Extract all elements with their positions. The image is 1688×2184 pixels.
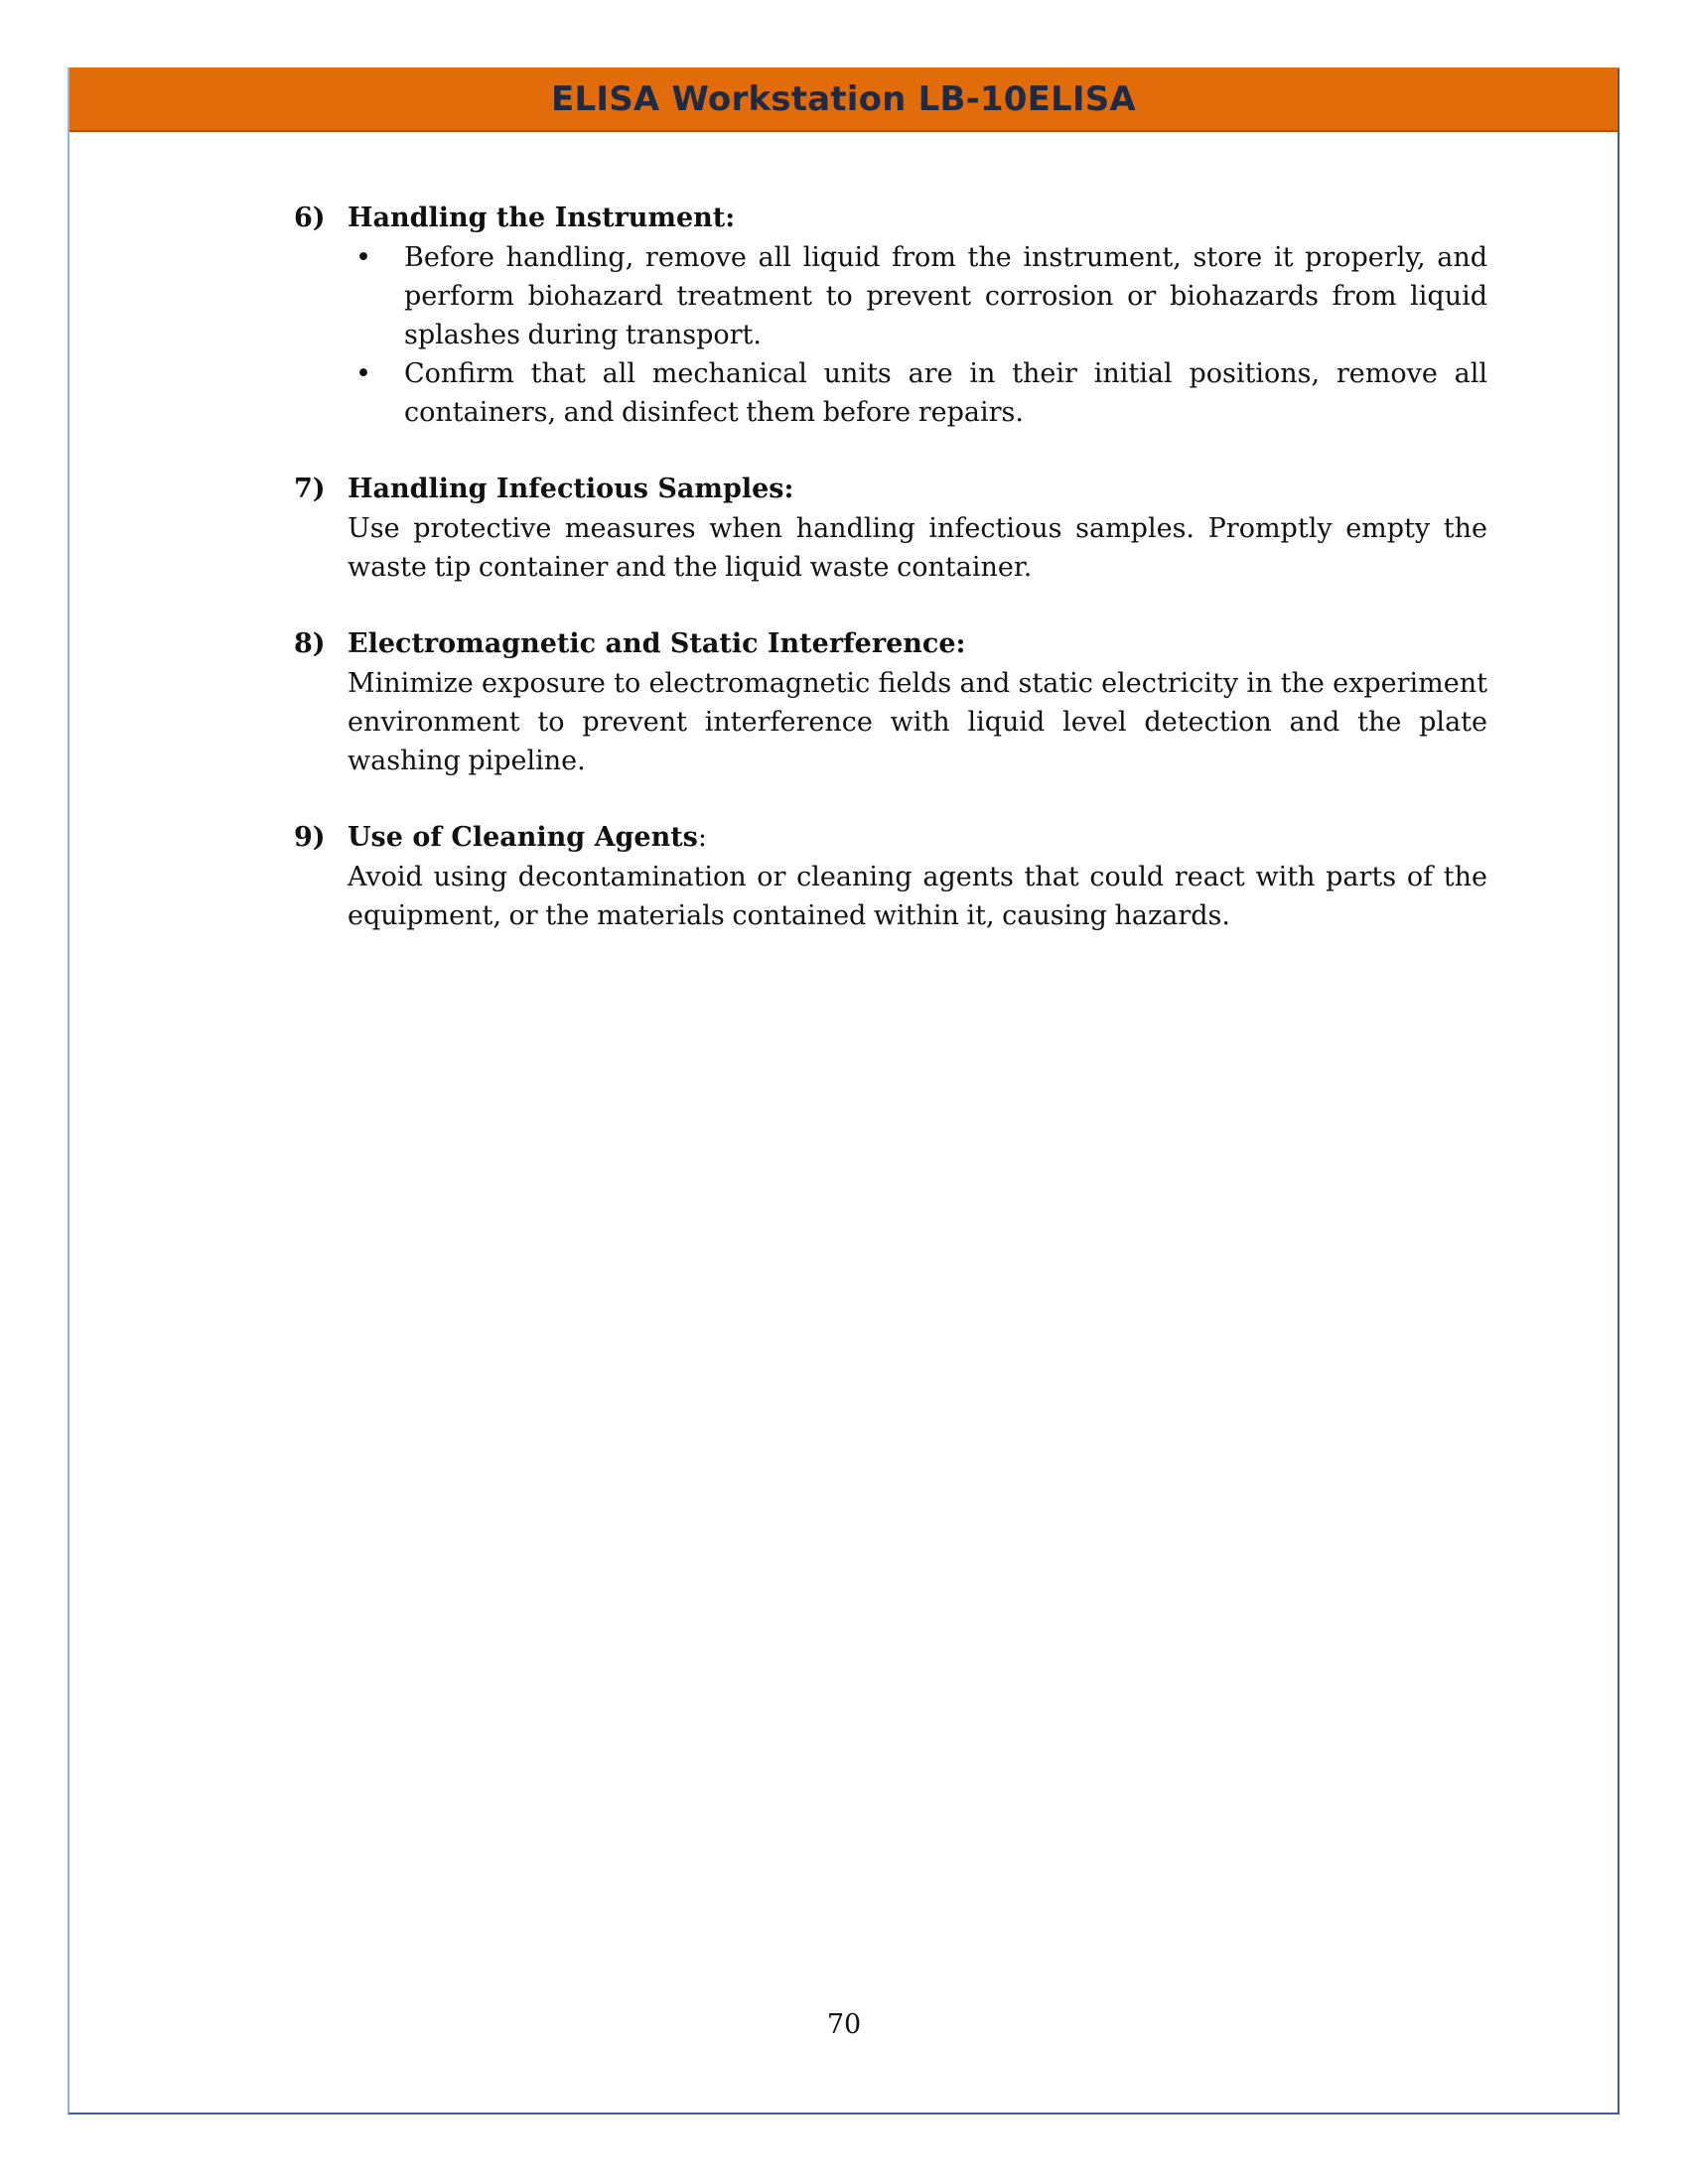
section-heading-text: Use of Cleaning Agents bbox=[348, 822, 698, 853]
section-heading bbox=[348, 818, 1487, 858]
section-infectious-samples bbox=[294, 470, 1487, 587]
section-paragraph: Minimize exposure to electromagnetic fields and static electricity in the experiment environment to prevent interference with liquid level detection and the plate washing pipeline. bbox=[348, 668, 1487, 776]
section-number: 6) bbox=[294, 203, 326, 233]
document-title: ELISA Workstation LB-10ELISA bbox=[551, 78, 1136, 119]
section-cleaning-agents bbox=[294, 818, 1487, 935]
bullet-icon: • bbox=[355, 358, 371, 389]
section-heading-colon: : bbox=[697, 822, 707, 853]
page-number: 70 bbox=[826, 2009, 862, 2040]
section-electromagnetic-interference bbox=[294, 624, 1487, 780]
section-paragraph: Use protective measures when handling infectious samples. Promptly empty the waste tip container and the liquid waste container. bbox=[348, 513, 1487, 583]
bullet-item bbox=[294, 238, 1487, 354]
section-number: 9) bbox=[294, 822, 326, 853]
section-number: 7) bbox=[294, 474, 326, 504]
document-body bbox=[294, 199, 1487, 973]
section-number: 8) bbox=[294, 628, 326, 659]
bullet-icon: • bbox=[355, 242, 371, 273]
section-heading: Electromagnetic and Static Interference: bbox=[348, 628, 966, 659]
bullet-item bbox=[294, 354, 1487, 432]
bullet-text: Before handling, remove all liquid from the instrument, store it properly, and perform biohazard treatment to prevent corrosion or biohazards from liquid splashes during transport. bbox=[404, 242, 1487, 350]
section-paragraph: Avoid using decontamination or cleaning agents that could react with parts of the equipment, or the materials contained within it, causing hazards. bbox=[348, 862, 1487, 931]
header-bar bbox=[70, 68, 1618, 132]
bullet-text: Confirm that all mechanical units are in their initial positions, remove all containers, and disinfect them before repairs. bbox=[404, 358, 1487, 428]
section-heading: Handling the Instrument: bbox=[348, 203, 736, 233]
section-handling-instrument bbox=[294, 199, 1487, 432]
section-heading: Handling Infectious Samples: bbox=[348, 474, 794, 504]
